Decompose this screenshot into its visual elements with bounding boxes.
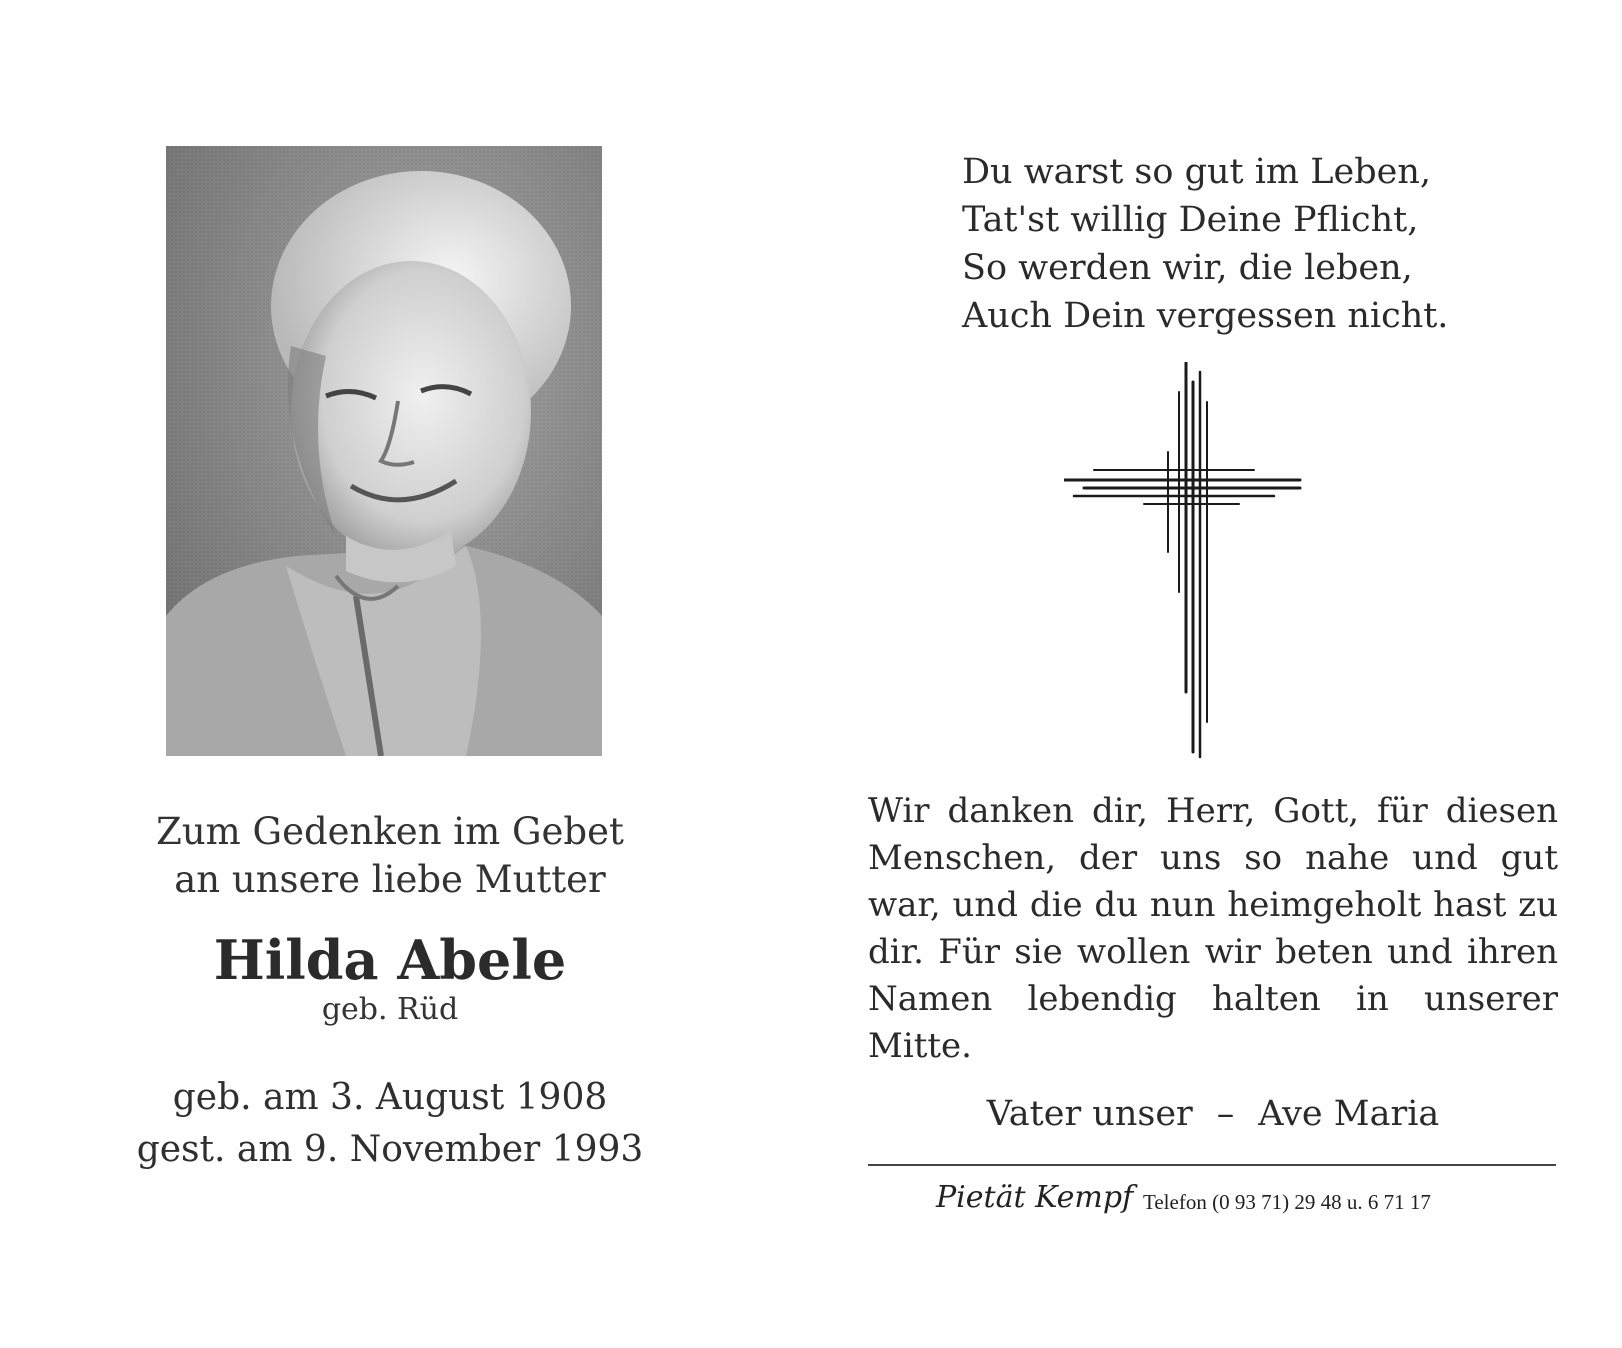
undertaker-phone: Telefon (0 93 71) 29 48 u. 6 71 17	[1143, 1190, 1431, 1214]
closing-right: Ave Maria	[1258, 1094, 1440, 1134]
intro-line-2: an unsere liebe Mutter	[174, 858, 606, 901]
closing-dash: –	[1216, 1094, 1235, 1134]
undertaker-signature: Pietät Kempf	[936, 1180, 1134, 1215]
closing-left: Vater unser	[986, 1094, 1193, 1134]
portrait-image	[166, 146, 602, 756]
cross-icon	[1064, 362, 1314, 762]
poem-line: Auch Dein vergessen nicht.	[962, 296, 1449, 336]
poem-line: Tat'st willig Deine Pflicht,	[962, 200, 1419, 240]
maiden-name: geb. Rüd	[321, 992, 459, 1027]
poem-line: Du warst so gut im Leben,	[962, 152, 1431, 192]
poem	[962, 148, 1522, 340]
poem-line: So werden wir, die leben,	[962, 248, 1413, 288]
footer-divider	[868, 1164, 1556, 1166]
intro-line-1: Zum Gedenken im Gebet	[156, 810, 624, 853]
deceased-name: Hilda Abele	[213, 928, 567, 992]
life-dates	[80, 1072, 700, 1176]
death-date: gest. am 9. November 1993	[136, 1129, 644, 1170]
portrait-photo	[166, 146, 602, 756]
closing-prayers	[868, 1094, 1558, 1134]
prayer-text: Wir danken dir, Herr, Gott, für diesen Menschen, der uns so nahe und gut war, und die du nun heimgeholt hast zu dir. Für sie wollen wir beten und ihren Namen lebendig halten in unserer Mitte.	[868, 791, 1558, 1066]
birth-date: geb. am 3. August 1908	[172, 1077, 608, 1118]
memorial-intro	[100, 808, 680, 904]
